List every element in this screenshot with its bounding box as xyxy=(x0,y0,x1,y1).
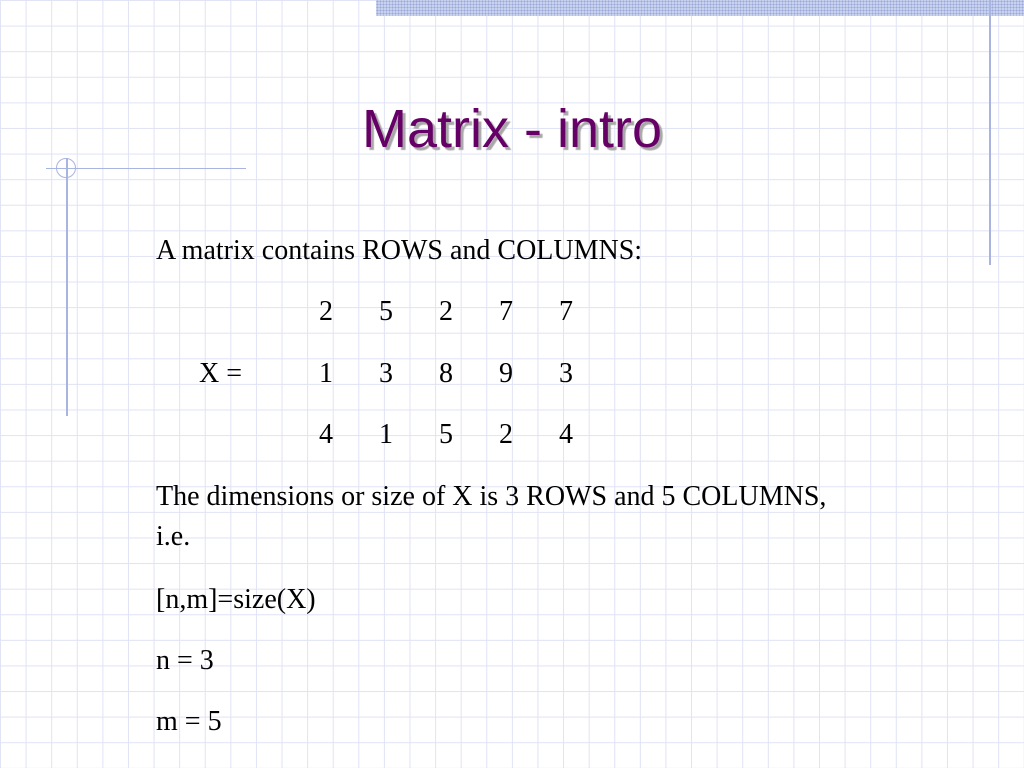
matrix-cell: 3 xyxy=(379,358,393,389)
decorative-left-line xyxy=(66,158,68,416)
matrix-cell: 9 xyxy=(499,358,513,389)
matrix-label: X = xyxy=(199,358,243,389)
matrix-cell: 2 xyxy=(319,296,333,327)
matrix-cell: 1 xyxy=(319,358,333,389)
matrix-cell: 1 xyxy=(379,419,393,450)
matrix-cell: 5 xyxy=(439,419,453,450)
m-value-text: m = 5 xyxy=(156,706,222,737)
matrix-cell: 8 xyxy=(439,358,453,389)
matrix-cell: 4 xyxy=(559,419,573,450)
matrix-cell: 7 xyxy=(499,296,513,327)
intro-text: A matrix contains ROWS and COLUMNS: xyxy=(156,235,643,266)
matrix-cell: 4 xyxy=(319,419,333,450)
matrix-cell: 2 xyxy=(499,419,513,450)
matrix-cell: 5 xyxy=(379,296,393,327)
decorative-title-underline xyxy=(46,168,246,169)
matrix-cell: 2 xyxy=(439,296,453,327)
matrix-cell: 7 xyxy=(559,296,573,327)
decorative-ring-icon xyxy=(56,158,76,178)
slide-title: Matrix - intro xyxy=(361,99,663,159)
decorative-top-band xyxy=(376,0,1024,16)
size-call-text: [n,m]=size(X) xyxy=(156,584,316,615)
matrix-cell: 3 xyxy=(559,358,573,389)
dimensions-text: The dimensions or size of X is 3 ROWS and 5 COLUMNS, i.e. xyxy=(156,481,827,552)
n-value-text: n = 3 xyxy=(156,645,214,676)
